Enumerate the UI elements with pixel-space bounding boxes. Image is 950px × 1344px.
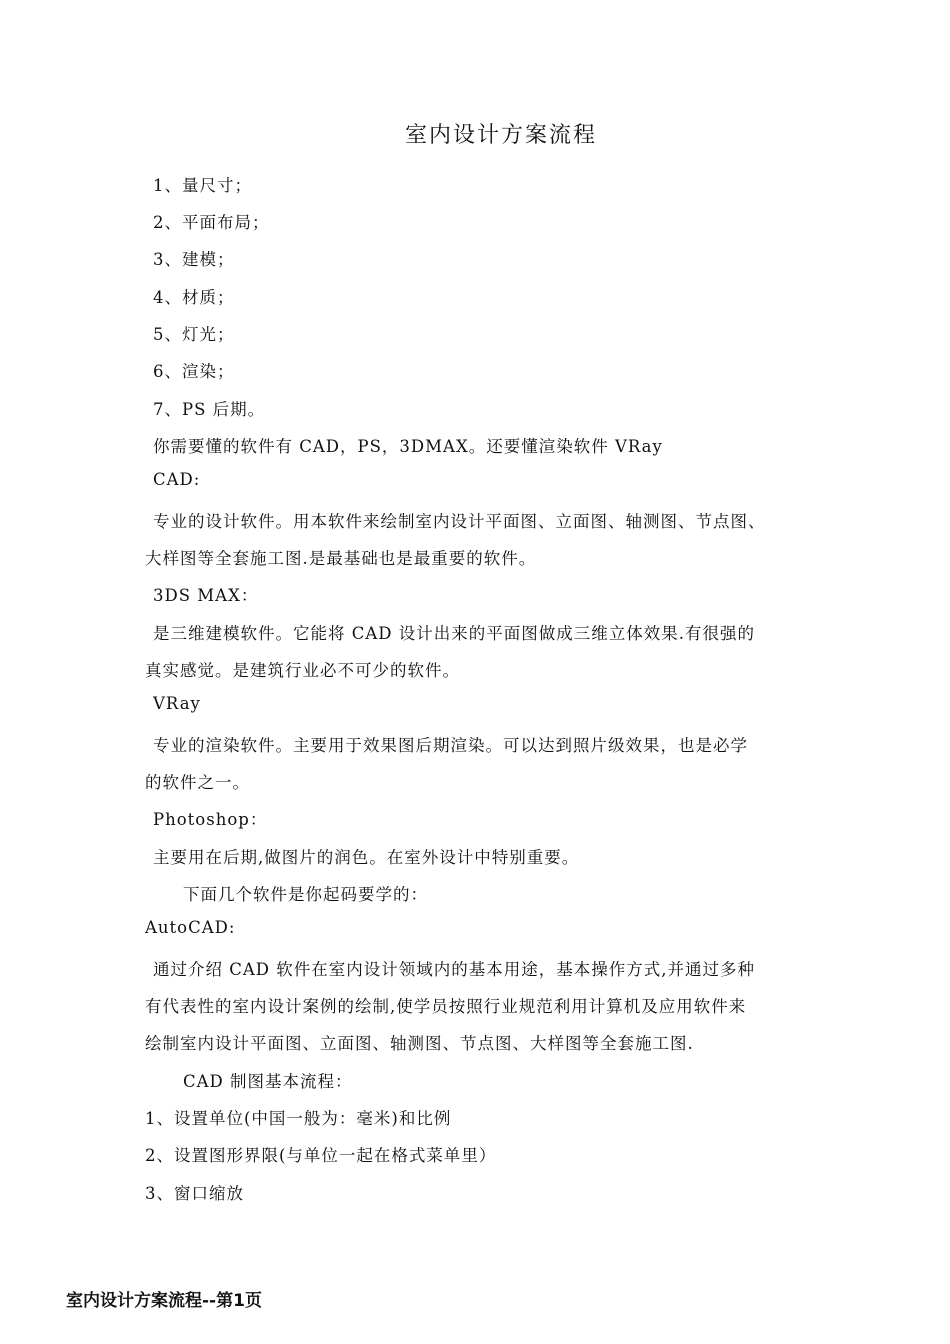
text-line: 3、建模； (153, 250, 235, 269)
text-line: 的软件之一。 (145, 773, 250, 792)
text-line: 专业的设计软件。用本软件来绘制室内设计平面图、立面图、轴测图、节点图、 (153, 512, 766, 531)
text-line: 4、材质； (153, 288, 235, 307)
text-line: 大样图等全套施工图.是最基础也是最重要的软件。 (145, 549, 537, 568)
text-line: 专业的渲染软件。主要用于效果图后期渲染。可以达到照片级效果，也是必学 (153, 736, 748, 755)
text-line: VRay (153, 694, 201, 713)
text-line: 下面几个软件是你起码要学的： (183, 885, 428, 904)
text-line: 主要用在后期,做图片的润色。在室外设计中特别重要。 (153, 848, 580, 867)
text-line: Photoshop： (153, 810, 268, 829)
document-title: 室内设计方案流程 (404, 123, 597, 148)
text-line: 3、窗口缩放 (145, 1184, 244, 1203)
text-line: CAD 制图基本流程： (183, 1072, 353, 1091)
text-line: 7、PS 后期。 (153, 400, 266, 419)
text-line: 1、设置单位(中国一般为：毫米)和比例 (145, 1109, 452, 1128)
text-line: 1、量尺寸； (153, 176, 252, 195)
text-line: AutoCAD: (145, 918, 236, 937)
text-line: 通过介绍 CAD 软件在室内设计领域内的基本用途，基本操作方式,并通过多种 (153, 960, 756, 979)
text-line: 绘制室内设计平面图、立面图、轴测图、节点图、大样图等全套施工图. (145, 1034, 694, 1053)
text-line: 是三维建模软件。它能将 CAD 设计出来的平面图做成三维立体效果.有很强的 (153, 624, 756, 643)
text-line: 6、渲染； (153, 362, 235, 381)
text-line: 你需要懂的软件有 CAD，PS，3DMAX。还要懂渲染软件 VRay (153, 437, 663, 456)
text-line: CAD: (153, 470, 201, 489)
text-line: 2、设置图形界限(与单位一起在格式菜单里） (145, 1146, 497, 1165)
page-footer: 室内设计方案流程--第1页 (66, 1291, 262, 1311)
text-line: 真实感觉。是建筑行业必不可少的软件。 (145, 661, 460, 680)
text-line: 2、平面布局； (153, 213, 270, 232)
text-line: 5、灯光； (153, 325, 235, 344)
text-line: 3DS MAX： (153, 586, 259, 605)
text-line: 有代表性的室内设计案例的绘制,使学员按照行业规范利用计算机及应用软件来 (145, 997, 747, 1016)
